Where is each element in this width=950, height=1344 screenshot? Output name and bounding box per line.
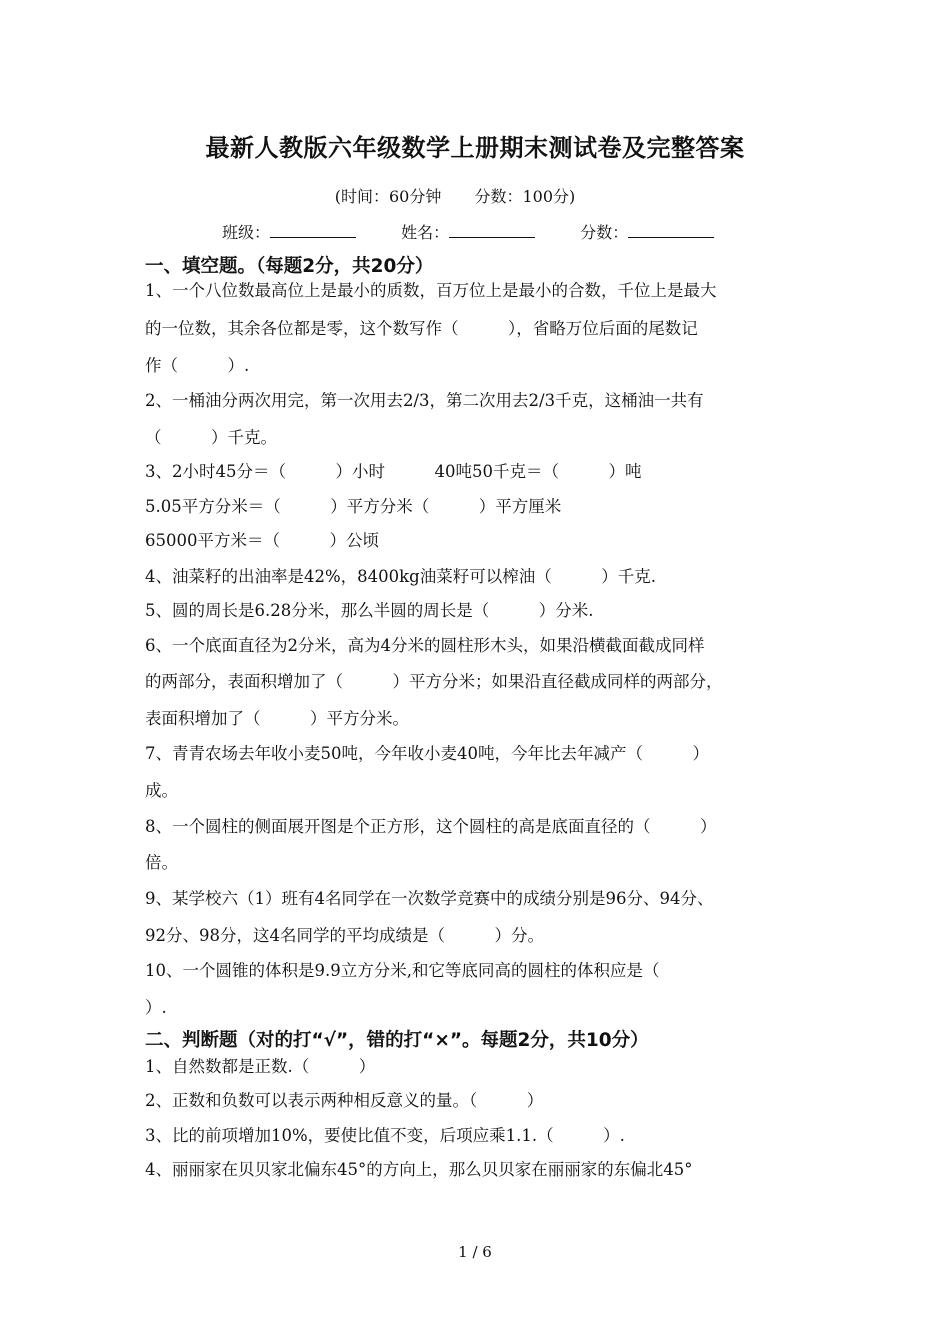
score-field[interactable] <box>628 223 714 238</box>
question-line: 9、某学校六（1）班有4名同学在一次数学竞赛中的成绩分别是96分、94分、 <box>145 889 714 908</box>
question-line: 倍。 <box>145 853 178 872</box>
exam-time: (时间：60分钟 <box>334 187 442 206</box>
page-number: 1 / 6 <box>458 1243 492 1261</box>
question-line: 2、一桶油分两次用完，第一次用去2/3，第二次用去2/3千克，这桶油一共有 <box>145 391 704 410</box>
question-line: 的两部分，表面积增加了（ ）平方分米；如果沿直径截成同样的两部分， <box>145 672 723 691</box>
question-line: 1、一个八位数最高位上是最小的质数，百万位上是最小的合数，千位上是最大 <box>145 281 717 300</box>
question-line: 3、比的前项增加10%，要使比值不变，后项应乘1.1.（ ）. <box>145 1126 625 1145</box>
question-line: 92分、98分，这4名同学的平均成绩是（ ）分。 <box>145 926 544 945</box>
question-line: ）. <box>145 998 167 1017</box>
question-line: 作（ ）. <box>145 356 250 375</box>
page-title: 最新人教版六年级数学上册期末测试卷及完整答案 <box>205 134 745 162</box>
question-line: 10、一个圆锥的体积是9.9立方分米,和它等底同高的圆柱的体积应是（ <box>145 961 660 980</box>
name-label: 姓名： <box>401 223 450 242</box>
question-line: 8、一个圆柱的侧面展开图是个正方形，这个圆柱的高是底面直径的（ ） <box>145 817 717 836</box>
question-line: 5、圆的周长是6.28分米，那么半圆的周长是（ ）分米. <box>145 601 594 620</box>
question-line: 3、2小时45分＝（ ）小时 40吨50千克＝（ ）吨 <box>145 462 642 481</box>
class-field[interactable] <box>270 223 356 238</box>
question-line: （ ）千克。 <box>145 428 277 447</box>
question-line: 的一位数，其余各位都是零，这个数写作（ ），省略万位后面的尾数记 <box>145 319 698 338</box>
question-line: 4、油菜籽的出油率是42%，8400kg油菜籽可以榨油（ ）千克. <box>145 567 656 586</box>
question-line: 1、自然数都是正数.（ ） <box>145 1057 376 1076</box>
student-info <box>222 220 754 243</box>
question-line: 表面积增加了（ ）平方分米。 <box>145 709 409 728</box>
question-line: 6、一个底面直径为2分米，高为4分米的圆柱形木头，如果沿横截面截成同样 <box>145 636 705 655</box>
question-line: 7、青青农场去年收小麦50吨，今年收小麦40吨，今年比去年减产（ ） <box>145 744 709 763</box>
question-line: 2、正数和负数可以表示两种相反意义的量。（ ） <box>145 1091 544 1110</box>
score-label: 分数： <box>580 223 629 242</box>
question-line: 5.05平方分米＝（ ）平方分米（ ）平方厘米 <box>145 497 562 516</box>
question-line: 65000平方米＝（ ）公顷 <box>145 531 379 550</box>
section-1-heading: 一、填空题。（每题2分，共20分） <box>145 256 434 277</box>
question-line: 成。 <box>145 781 178 800</box>
exam-total-score: 分数：100分) <box>474 187 576 206</box>
section-2-heading: 二、判断题（对的打“√”，错的打“×”。每题2分，共10分） <box>145 1030 649 1051</box>
exam-meta <box>0 184 910 207</box>
class-label: 班级： <box>222 223 271 242</box>
name-field[interactable] <box>449 223 535 238</box>
question-line: 4、丽丽家在贝贝家北偏东45°的方向上，那么贝贝家在丽丽家的东偏北45° <box>145 1160 693 1179</box>
